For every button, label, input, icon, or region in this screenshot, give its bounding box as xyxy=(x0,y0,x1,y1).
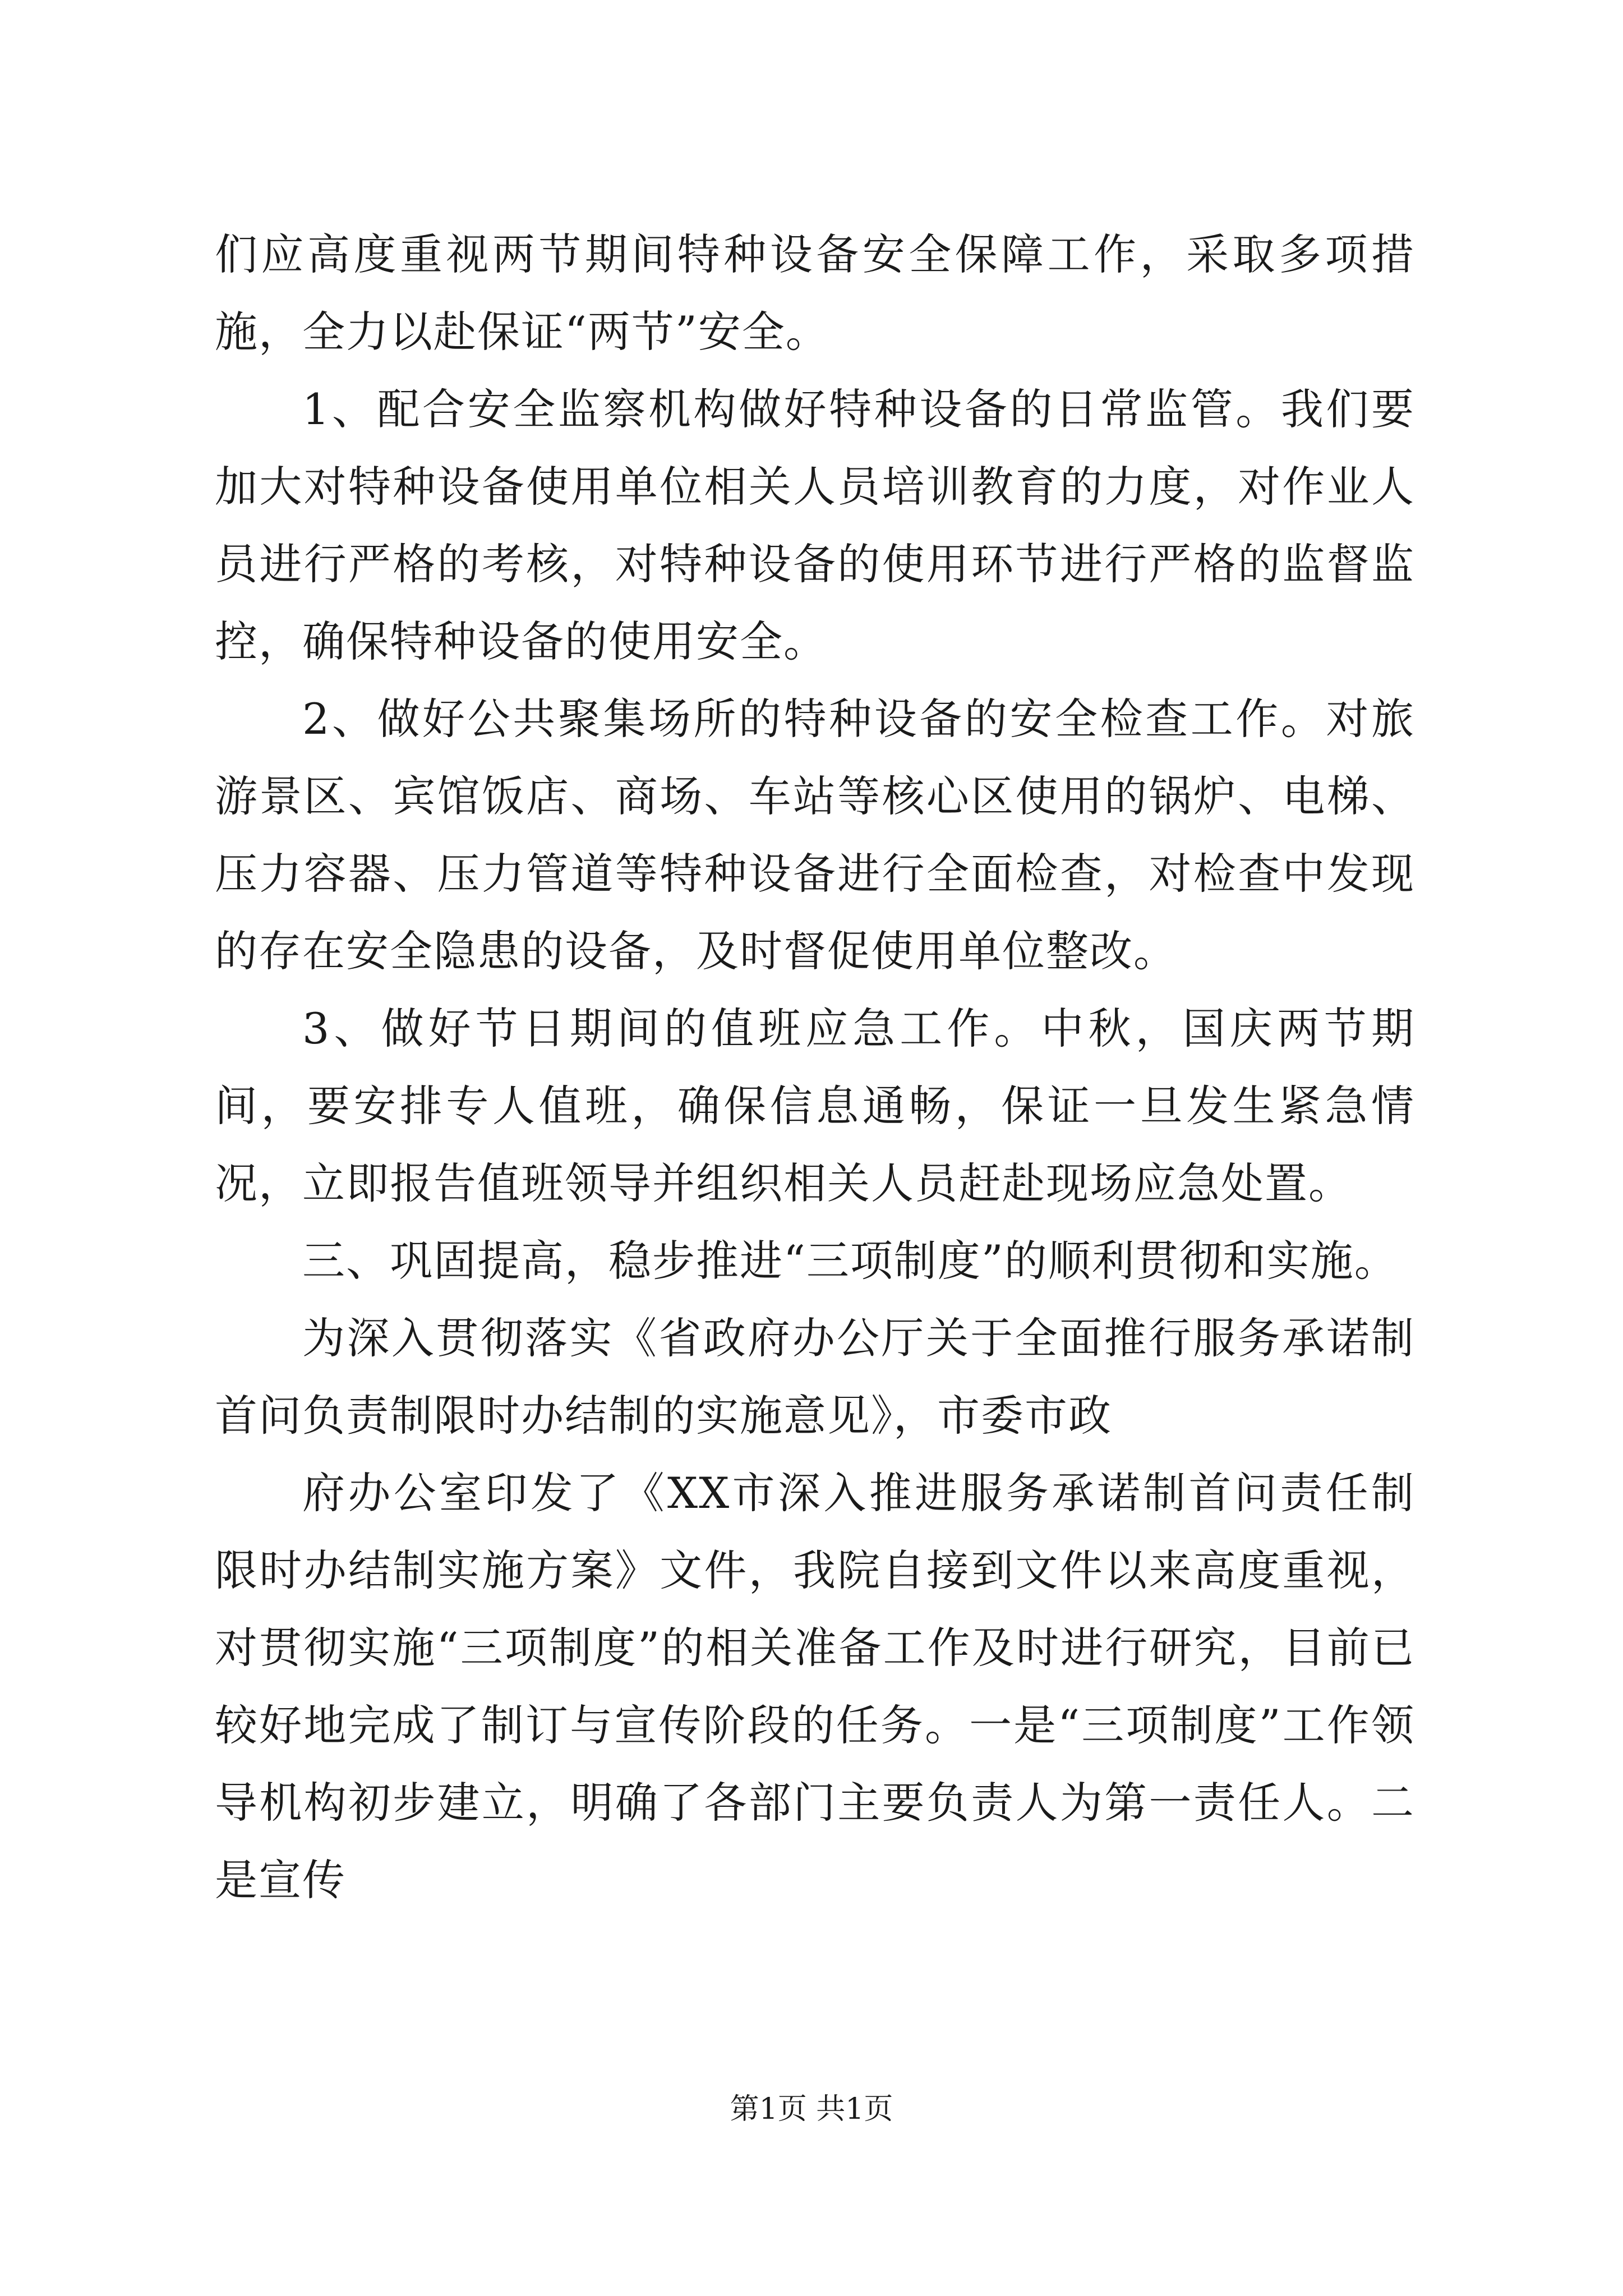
paragraph-6: 府办公室印发了《XX市深入推进服务承诺制首问责任制限时办结制实施方案》文件，我院自接到文件以来高度重视，对贯彻实施“三项制度”的相关准备工作及时进行研究，目前已较好地完成了制订与宣传阶段的任务。一是“三项制度”工作领导机构初步建立，明确了各部门主要负责人为第一责任人。二是宣传 xyxy=(215,1468,1415,1905)
paragraph-2: 1、配合安全监察机构做好特种设备的日常监管。我们要加大对特种设备使用单位相关人员培训教育的力度，对作业人员进行严格的考核，对特种设备的使用环节进行严格的监督监控，确保特种设备的使用安全。 xyxy=(215,384,1415,666)
paragraph-5: 为深入贯彻落实《省政府办公厅关于全面推行服务承诺制首问负责制限时办结制的实施意见》，市委市政 xyxy=(215,1313,1415,1441)
section-heading-3: 三、巩固提高，稳步推进“三项制度”的顺利贯彻和实施。 xyxy=(302,1236,1398,1286)
paragraph-1: 们应高度重视两节期间特种设备安全保障工作，采取多项措施，全力以赴保证“两节”安全。 xyxy=(215,229,1415,357)
paragraph-3: 2、做好公共聚集场所的特种设备的安全检查工作。对旅游景区、宾馆饭店、商场、车站等核心区使用的锅炉、电梯、压力容器、压力管道等特种设备进行全面检查，对检查中发现的存在安全隐患的设备，及时督促使用单位整改。 xyxy=(215,694,1415,976)
page-footer: 第1页 共1页 xyxy=(730,2092,893,2126)
paragraph-4: 3、做好节日期间的值班应急工作。中秋，国庆两节期间，要安排专人值班，确保信息通畅，保证一旦发生紧急情况，立即报告值班领导并组织相关人员赶赴现场应急处置。 xyxy=(215,1004,1415,1208)
document-body xyxy=(215,216,1415,1919)
